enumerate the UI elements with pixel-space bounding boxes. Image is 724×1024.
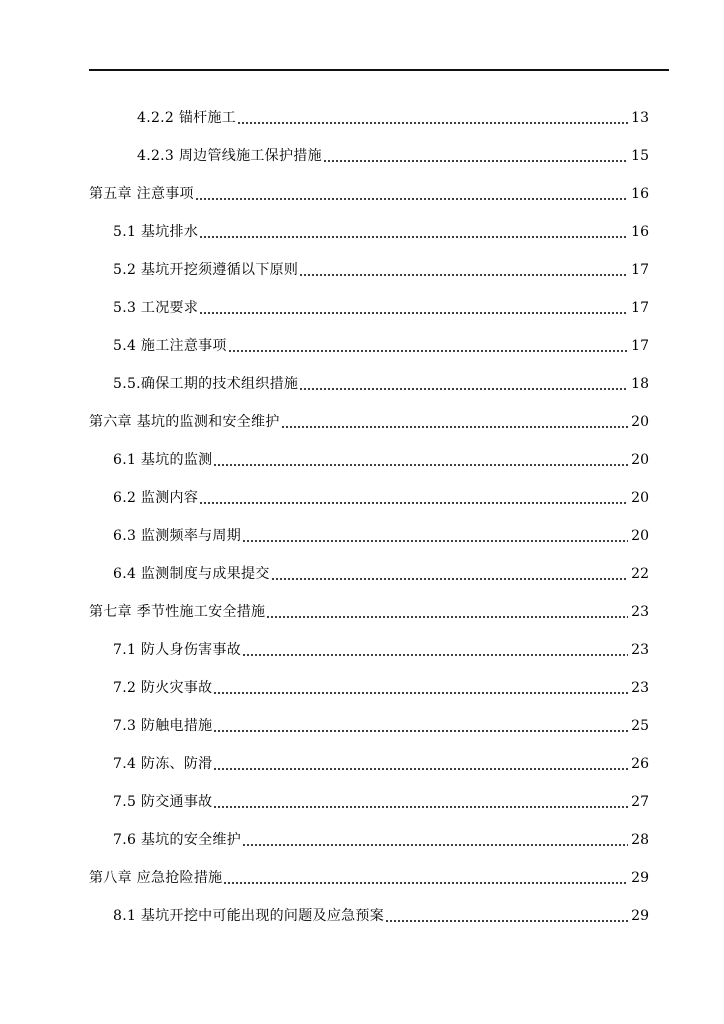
dot-leader xyxy=(237,112,628,124)
toc-entry[interactable] xyxy=(0,555,724,593)
toc-entry-page: 20 xyxy=(631,528,649,544)
toc-chapter-entry[interactable] xyxy=(0,593,724,631)
toc-entry[interactable] xyxy=(0,137,724,175)
toc-entry[interactable] xyxy=(0,213,724,251)
toc-entry-page: 23 xyxy=(631,642,649,658)
toc-entry-title: 5.3 工况要求 xyxy=(113,300,199,316)
dot-leader xyxy=(242,644,628,656)
toc-entry-page: 16 xyxy=(631,186,649,202)
toc-entry[interactable] xyxy=(0,631,724,669)
toc-entry-title: 5.5.确保工期的技术组织措施 xyxy=(113,376,299,392)
dot-leader xyxy=(323,150,628,162)
toc-entry-page: 17 xyxy=(631,338,649,354)
toc-entry[interactable] xyxy=(0,745,724,783)
toc-entry[interactable] xyxy=(0,289,724,327)
dot-leader xyxy=(228,340,628,352)
dot-leader xyxy=(213,682,628,694)
toc-entry-title: 7.2 防火灾事故 xyxy=(113,680,213,696)
toc-entry-title: 7.4 防冻、防滑 xyxy=(113,756,213,772)
toc-entry-page: 20 xyxy=(631,490,649,506)
toc-entry[interactable] xyxy=(0,99,724,137)
dot-leader xyxy=(213,758,628,770)
toc-entry-title: 6.1 基坑的监测 xyxy=(113,452,213,468)
toc-chapter-entry[interactable] xyxy=(0,403,724,441)
dot-leader xyxy=(199,226,628,238)
dot-leader xyxy=(213,796,628,808)
toc-entry-page: 23 xyxy=(631,604,649,620)
toc-entry-title: 6.3 监测频率与周期 xyxy=(113,528,242,544)
toc-entry-page: 23 xyxy=(631,680,649,696)
toc-entry[interactable] xyxy=(0,707,724,745)
toc-entry-title: 7.1 防人身伤害事故 xyxy=(113,642,242,658)
dot-leader xyxy=(213,454,628,466)
toc-entry-page: 17 xyxy=(631,300,649,316)
toc-entry-title: 5.1 基坑排水 xyxy=(113,224,199,240)
toc-entry[interactable] xyxy=(0,365,724,403)
toc-entry-title: 7.5 防交通事故 xyxy=(113,794,213,810)
toc-entry-page: 17 xyxy=(631,262,649,278)
dot-leader xyxy=(299,264,628,276)
dot-leader xyxy=(281,416,628,428)
dot-leader xyxy=(242,834,628,846)
toc-entry[interactable] xyxy=(0,251,724,289)
dot-leader xyxy=(223,872,628,884)
toc-entry-page: 20 xyxy=(631,452,649,468)
toc-entry-title: 6.2 监测内容 xyxy=(113,490,199,506)
toc-entry-page: 28 xyxy=(631,832,649,848)
toc-entry-title: 7.6 基坑的安全维护 xyxy=(113,832,242,848)
toc-entry[interactable] xyxy=(0,669,724,707)
toc-entry-title: 第五章 注意事项 xyxy=(89,186,194,202)
toc-entry-page: 25 xyxy=(631,718,649,734)
toc-entry-page: 15 xyxy=(631,148,649,164)
toc-entry-title: 第六章 基坑的监测和安全维护 xyxy=(89,414,280,430)
dot-leader xyxy=(271,568,628,580)
dot-leader xyxy=(199,492,628,504)
toc-entry[interactable] xyxy=(0,441,724,479)
toc-entry-title: 7.3 防触电措施 xyxy=(113,718,213,734)
toc-entry[interactable] xyxy=(0,897,724,935)
toc-entry-title: 4.2.3 周边管线施工保护措施 xyxy=(137,148,322,164)
dot-leader xyxy=(199,302,628,314)
toc-entry-title: 5.4 施工注意事项 xyxy=(113,338,227,354)
toc-entry-title: 4.2.2 锚杆施工 xyxy=(137,110,237,126)
toc-entry-page: 26 xyxy=(631,756,649,772)
toc-entry[interactable] xyxy=(0,783,724,821)
toc-entry-page: 18 xyxy=(631,376,649,392)
toc-entry-page: 29 xyxy=(631,870,649,886)
toc-entry[interactable] xyxy=(0,327,724,365)
toc-entry-page: 22 xyxy=(631,566,649,582)
dot-leader xyxy=(213,720,628,732)
toc-entry-page: 13 xyxy=(631,110,649,126)
toc-entry-page: 16 xyxy=(631,224,649,240)
toc-entry-title: 5.2 基坑开挖须遵循以下原则 xyxy=(113,262,299,278)
dot-leader xyxy=(195,188,628,200)
dot-leader xyxy=(242,530,628,542)
toc-entry-page: 27 xyxy=(631,794,649,810)
dot-leader xyxy=(266,606,628,618)
toc-entry-title: 6.4 监测制度与成果提交 xyxy=(113,566,270,582)
dot-leader xyxy=(299,378,628,390)
toc-entry[interactable] xyxy=(0,517,724,555)
toc-entry-title: 第七章 季节性施工安全措施 xyxy=(89,604,266,620)
dot-leader xyxy=(385,910,628,922)
toc-chapter-entry[interactable] xyxy=(0,859,724,897)
toc-entry[interactable] xyxy=(0,821,724,859)
toc-entry-page: 20 xyxy=(631,414,649,430)
toc-entry[interactable] xyxy=(0,479,724,517)
toc-entry-page: 29 xyxy=(631,908,649,924)
toc-entry-title: 第八章 应急抢险措施 xyxy=(89,870,223,886)
table-of-contents xyxy=(0,99,724,935)
toc-entry-title: 8.1 基坑开挖中可能出现的问题及应急预案 xyxy=(113,908,385,924)
header-rule xyxy=(89,69,669,71)
toc-chapter-entry[interactable] xyxy=(0,175,724,213)
